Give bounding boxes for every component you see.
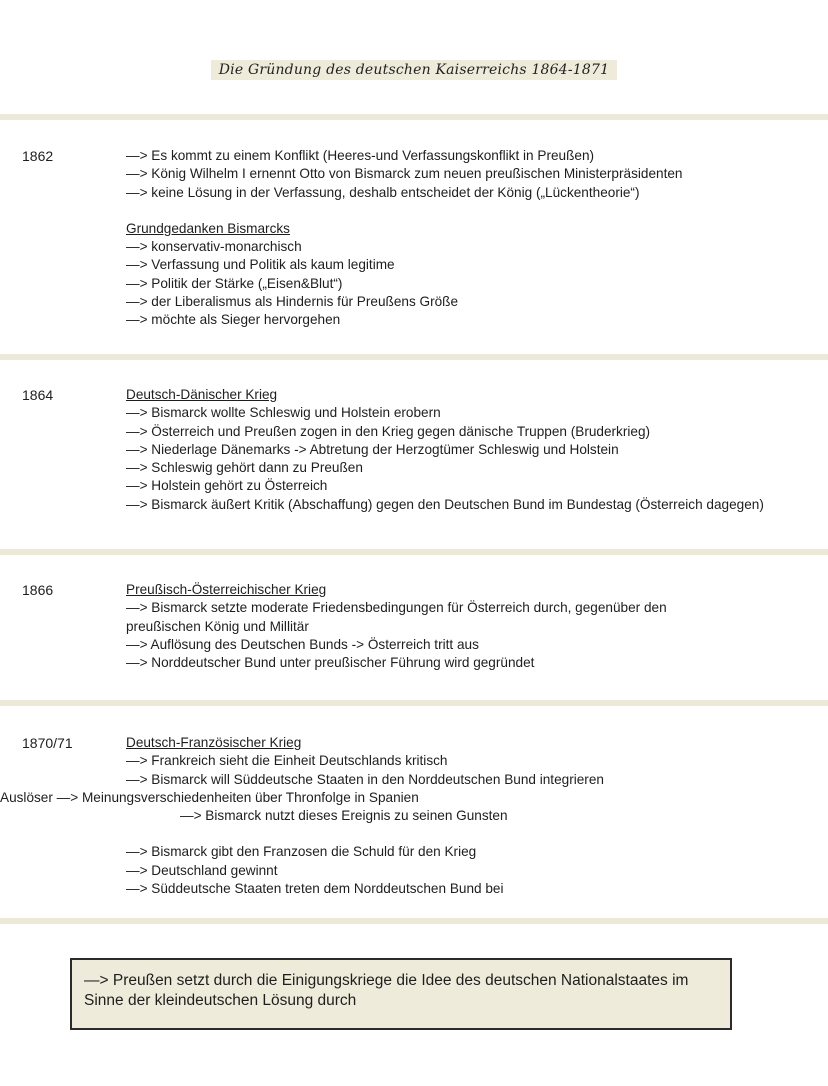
year-label: 1864 <box>22 387 54 403</box>
section-divider <box>0 549 828 555</box>
text-line: —> Es kommt zu einem Konflikt (Heeres-und Verfassungskonflikt in Preußen) <box>126 148 595 163</box>
year-label: 1870/71 <box>22 735 73 751</box>
text-line: —> Süddeutsche Staaten treten dem Norddeutschen Bund bei <box>126 881 504 897</box>
spacer <box>126 202 826 220</box>
text-line: —> der Liberalismus als Hindernis für Preußens Größe <box>126 294 459 310</box>
trigger-subline: —> Bismarck nutzt dieses Ereignis zu seinen Gunsten <box>180 808 508 824</box>
text-line: —> Niederlage Dänemarks -> Abtretung der Herzogtümer Schleswig und Holstein <box>126 441 619 457</box>
text-line: —> Holstein gehört zu Österreich <box>126 478 328 494</box>
text-line: —> Politik der Stärke („Eisen&Blut“) <box>126 275 343 291</box>
text-line: —> Frankreich sieht die Einheit Deutschlands kritisch <box>126 753 448 769</box>
section-heading: Deutsch-Französischer Krieg <box>126 735 302 750</box>
text-line: —> Deutschland gewinnt <box>126 862 278 878</box>
section-heading: Deutsch-Dänischer Krieg <box>126 387 278 402</box>
trigger-line: Auslöser —> Meinungsverschiedenheiten über Thronfolge in Spanien <box>0 789 419 805</box>
section-divider <box>0 354 828 360</box>
text-line: —> Österreich und Preußen zogen in den Krieg gegen dänische Truppen (Bruderkrieg) <box>126 423 651 439</box>
text-line: preußischen König und Millitär <box>126 618 309 634</box>
text-line: —> Auflösung des Deutschen Bunds -> Österreich tritt aus <box>126 636 479 652</box>
section-divider <box>0 918 828 924</box>
text-line: —> Bismarck äußert Kritik (Abschaffung) gegen den Deutschen Bund im Bundestag (Österreich dagegen) <box>126 496 764 512</box>
text-line: —> Bismarck setzte moderate Friedensbedingungen für Österreich durch, gegenüber den <box>126 600 667 616</box>
spacer <box>126 825 826 843</box>
text-line: —> Schleswig gehört dann zu Preußen <box>126 460 363 476</box>
text-line: —> möchte als Sieger hervorgehen <box>126 312 341 328</box>
text-line: —> Bismarck gibt den Franzosen die Schuld für den Krieg <box>126 844 477 860</box>
text-line: —> Norddeutscher Bund unter preußischer Führung wird gegründet <box>126 655 535 671</box>
section-content <box>126 581 826 672</box>
text-line: —> Verfassung und Politik als kaum legitime <box>126 257 395 273</box>
year-label: 1866 <box>22 582 54 598</box>
text-line: —> Bismarck will Süddeutsche Staaten in den Norddeutschen Bund integrieren <box>126 771 604 787</box>
section-divider <box>0 114 828 120</box>
section-content <box>126 386 826 514</box>
page-title: Die Gründung des deutschen Kaiserreichs 1864-1871 <box>211 60 618 80</box>
section-heading: Preußisch-Österreichischer Krieg <box>126 582 327 597</box>
text-line: —> Bismarck wollte Schleswig und Holstein erobern <box>126 405 441 421</box>
conclusion-text: —> Preußen setzt durch die Einigungskriege die Idee des deutschen Nationalstaates im Sinne der kleindeutschen Lösung durch <box>84 972 689 1009</box>
conclusion-box <box>70 958 732 1030</box>
text-line: —> konservativ-monarchisch <box>126 239 302 255</box>
year-label: 1862 <box>22 148 54 164</box>
text-line: —> König Wilhelm I ernennt Otto von Bismarck zum neuen preußischen Ministerpräsidenten <box>126 166 683 182</box>
section-content <box>126 147 826 330</box>
title-wrapper <box>0 60 828 80</box>
text-line: —> keine Lösung in der Verfassung, deshalb entscheidet der König („Lückentheorie“) <box>126 184 640 200</box>
section-heading: Grundgedanken Bismarcks <box>126 220 290 236</box>
section-divider <box>0 700 828 706</box>
